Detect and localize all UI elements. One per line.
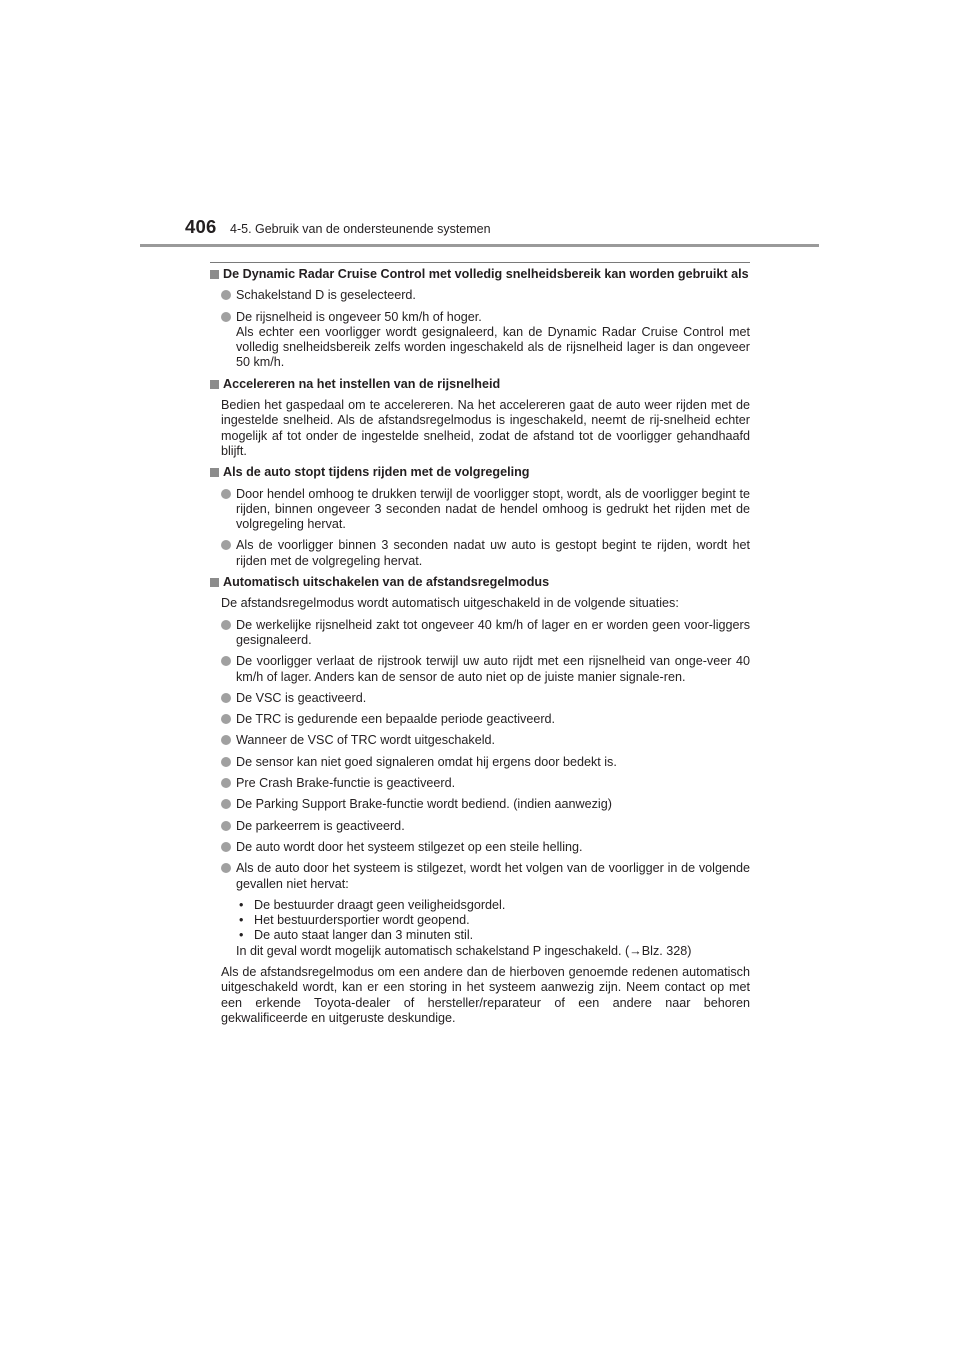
page-content xyxy=(210,267,750,1032)
section-heading: Automatisch uitschakelen van de afstandsregelmodus xyxy=(210,575,750,590)
list-item-text: De rijsnelheid is ongeveer 50 km/h of hoger. xyxy=(236,309,482,324)
circle-bullet-icon xyxy=(221,863,231,873)
small-dot-icon: • xyxy=(239,913,244,928)
list-item: De parkeerrem is geactiveerd. xyxy=(221,819,750,834)
section-heading: De Dynamic Radar Cruise Control met volledig snelheidsbereik kan worden gebruikt als xyxy=(210,267,750,282)
circle-bullet-icon xyxy=(221,757,231,767)
list-item: Schakelstand D is geselecteerd. xyxy=(221,288,750,303)
list-item-text: Als echter een voorligger wordt gesignaleerd, kan de Dynamic Radar Cruise Control met volledig snelheidsbereik zelfs worden ingeschakeld als de rijsnelheid lager is dan ongeveer 50 km/h. xyxy=(236,324,750,370)
circle-bullet-icon xyxy=(221,778,231,788)
small-dot-icon: • xyxy=(239,897,244,912)
square-bullet-icon xyxy=(210,468,219,477)
sub-note: In dit geval wordt mogelijk automatisch schakelstand P ingeschakeld. (→Blz. 328) xyxy=(236,943,692,958)
list-item xyxy=(221,861,750,959)
section-heading: Als de auto stopt tijdens rijden met de volgregeling xyxy=(210,465,750,480)
sub-list-item: • Het bestuurdersportier wordt geopend. xyxy=(236,913,750,928)
list-item: De voorligger verlaat de rijstrook terwijl uw auto rijdt met een rijsnelheid van onge-veer 40 km/h of lager. Anders kan de sensor de auto niet op de juiste manier signale-ren. xyxy=(221,654,750,685)
header-rule xyxy=(140,244,819,247)
list-item: De Parking Support Brake-functie wordt bediend. (indien aanwezig) xyxy=(221,797,750,812)
list-item: Wanneer de VSC of TRC wordt uitgeschakeld. xyxy=(221,733,750,748)
list-item-text: Als de auto door het systeem is stilgezet, wordt het volgen van de voorligger in de volgende gevallen niet hervat: xyxy=(236,861,750,891)
list-item: De sensor kan niet goed signaleren omdat hij ergens door bedekt is. xyxy=(221,755,750,770)
circle-bullet-icon xyxy=(221,693,231,703)
small-dot-icon: • xyxy=(239,928,244,943)
circle-bullet-icon xyxy=(221,842,231,852)
list-item: Door hendel omhoog te drukken terwijl de voorligger stopt, wordt, als de voorligger begint te rijden, binnen ongeveer 3 seconden nadat de hendel omhoog is gedrukt het rijden met de volgregeling hervat. xyxy=(221,487,750,533)
circle-bullet-icon xyxy=(221,821,231,831)
list-item: De TRC is gedurende een bepaalde periode geactiveerd. xyxy=(221,712,750,727)
circle-bullet-icon xyxy=(221,799,231,809)
paragraph: Bedien het gaspedaal om te accelereren. Na het accelereren gaat de auto weer rijden met de ingestelde snelheid. Als de afstandsregelmodus is ingeschakeld, neemt de rij-snelheid echter mogelijk af tot onder de ingestelde snelheid, zodat de afstand tot de voorligger gehandhaafd blijft. xyxy=(221,398,750,458)
list-item xyxy=(221,310,750,371)
paragraph: De afstandsregelmodus wordt automatisch uitgeschakeld in de volgende situaties: xyxy=(221,596,679,611)
list-item: De VSC is geactiveerd. xyxy=(221,691,750,706)
sub-list-item: • De auto staat langer dan 3 minuten stil. xyxy=(236,928,750,943)
closing-paragraph: Als de afstandsregelmodus om een andere dan de hierboven genoemde redenen automatisch uitgeschakeld wordt, kan er een storing in het systeem aanwezig zijn. Neem contact op met een erkende Toyota-dealer of hersteller/reparateur of een andere naar behoren gekwalificeerde en uitgeruste deskundige. xyxy=(221,964,750,1025)
section-heading: Accelereren na het instellen van de rijsnelheid xyxy=(210,377,750,392)
circle-bullet-icon xyxy=(221,620,231,630)
square-bullet-icon xyxy=(210,270,219,279)
square-bullet-icon xyxy=(210,578,219,587)
square-bullet-icon xyxy=(210,380,219,389)
circle-bullet-icon xyxy=(221,489,231,499)
sub-list xyxy=(236,898,750,959)
page-number: 406 xyxy=(185,216,217,237)
list-item: Als de voorligger binnen 3 seconden nadat uw auto is gestopt begint te rijden, wordt het rijden met de volgregeling hervat. xyxy=(221,538,750,569)
section-rule xyxy=(210,262,750,263)
list-item: Pre Crash Brake-functie is geactiveerd. xyxy=(221,776,750,791)
circle-bullet-icon xyxy=(221,656,231,666)
list-item: De werkelijke rijsnelheid zakt tot ongeveer 40 km/h of lager en er worden geen voor-liggers gesignaleerd. xyxy=(221,618,750,649)
circle-bullet-icon xyxy=(221,312,231,322)
sub-list-item: • De bestuurder draagt geen veiligheidsgordel. xyxy=(236,898,750,913)
circle-bullet-icon xyxy=(221,735,231,745)
circle-bullet-icon xyxy=(221,714,231,724)
circle-bullet-icon xyxy=(221,540,231,550)
list-item: De auto wordt door het systeem stilgezet op een steile helling. xyxy=(221,840,750,855)
circle-bullet-icon xyxy=(221,290,231,300)
chapter-title: 4-5. Gebruik van de ondersteunende systemen xyxy=(230,222,491,236)
